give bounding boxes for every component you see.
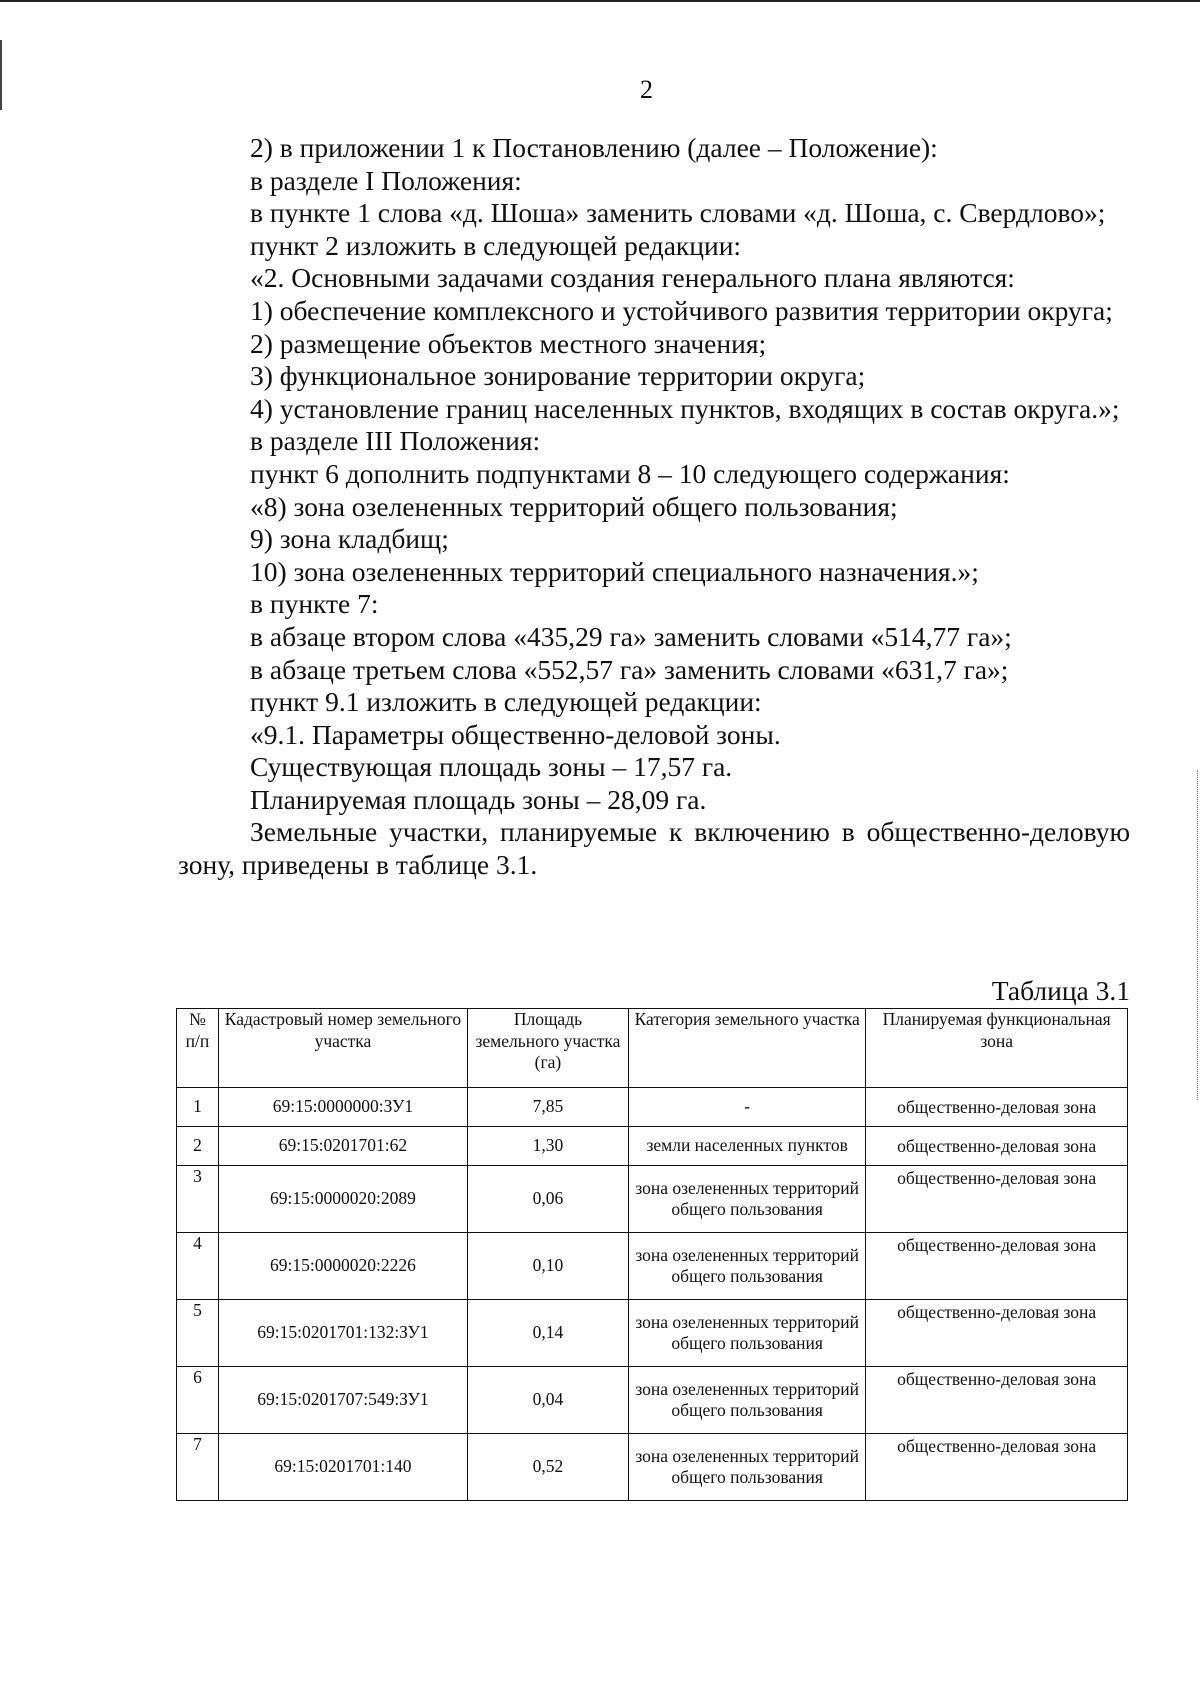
cell-category: зона озелененных территорий общего пользования [628, 1434, 865, 1501]
cell-num: 1 [177, 1088, 219, 1127]
header-cadastral: Кадастровый номер земельного участка [218, 1009, 467, 1088]
table-header-row [177, 1009, 1128, 1088]
scan-right-margin-marks [1195, 770, 1198, 1100]
paragraph: в разделе I Положения: [250, 164, 522, 196]
paragraph: в абзаце третьем слова «552,57 га» заменить словами «631,7 га»; [250, 653, 1009, 685]
paragraph: 4) установление границ населенных пунктов, входящих в состав округа.»; [250, 392, 1120, 424]
cell-category: зона озелененных территорий общего пользования [628, 1300, 865, 1367]
header-category: Категория земельного участка [628, 1009, 865, 1088]
cell-zone: общественно-деловая зона [866, 1088, 1128, 1127]
cell-area: 0,10 [467, 1233, 628, 1300]
paragraph: пункт 6 дополнить подпунктами 8 – 10 следующего содержания: [250, 457, 1010, 489]
cell-num: 5 [177, 1300, 219, 1367]
paragraph: 9) зона кладбищ; [250, 523, 449, 555]
cell-category: зона озелененных территорий общего пользования [628, 1233, 865, 1300]
table-row [177, 1166, 1128, 1233]
cell-category: - [628, 1088, 865, 1127]
paragraph: в разделе III Положения: [250, 425, 541, 457]
paragraph: «9.1. Параметры общественно-деловой зоны. [250, 718, 781, 750]
paragraph: «8) зона озелененных территорий общего пользования; [250, 490, 898, 522]
cell-area: 0,14 [467, 1300, 628, 1367]
cell-area: 0,04 [467, 1367, 628, 1434]
paragraph: «2. Основными задачами создания генерального плана являются: [250, 262, 1015, 294]
paragraph: Земельные участки, планируемые к включению в общественно-деловую зону, приведены в таблице 3.1. [178, 816, 1130, 881]
cell-num: 3 [177, 1166, 219, 1233]
cell-area: 0,52 [467, 1434, 628, 1501]
cell-zone: общественно-деловая зона [866, 1166, 1128, 1233]
cell-zone: общественно-деловая зона [866, 1367, 1128, 1434]
document-body [178, 132, 1130, 882]
cell-num: 4 [177, 1233, 219, 1300]
cell-zone: общественно-деловая зона [866, 1300, 1128, 1367]
cell-zone: общественно-деловая зона [866, 1233, 1128, 1300]
cell-area: 7,85 [467, 1088, 628, 1127]
cell-category: зона озелененных территорий общего пользования [628, 1367, 865, 1434]
paragraph: в абзаце втором слова «435,29 га» заменить словами «514,77 га»; [250, 620, 1012, 652]
table-row [177, 1300, 1128, 1367]
cell-cadastral: 69:15:0000000:ЗУ1 [218, 1088, 467, 1127]
cell-cadastral: 69:15:0201701:132:ЗУ1 [218, 1300, 467, 1367]
cell-cadastral: 69:15:0000020:2089 [218, 1166, 467, 1233]
page-number: 2 [640, 75, 653, 104]
table-caption: Таблица 3.1 [991, 975, 1130, 1006]
table-row [177, 1088, 1128, 1127]
cell-cadastral: 69:15:0000020:2226 [218, 1233, 467, 1300]
paragraph: в пункте 1 слова «д. Шоша» заменить словами «д. Шоша, с. Свердлово»; [250, 197, 1106, 229]
cell-cadastral: 69:15:0201707:549:ЗУ1 [218, 1367, 467, 1434]
paragraph: Существующая площадь зоны – 17,57 га. [250, 751, 733, 783]
paragraph: пункт 2 изложить в следующей редакции: [250, 229, 742, 261]
cell-category: земли населенных пунктов [628, 1127, 865, 1166]
paragraph: 2) в приложении 1 к Постановлению (далее – Положение): [250, 132, 938, 163]
cell-num: 2 [177, 1127, 219, 1166]
header-area: Площадь земельного участка (га) [467, 1009, 628, 1088]
paragraph: 2) размещение объектов местного значения; [250, 327, 767, 359]
table-row [177, 1434, 1128, 1501]
paragraph: в пункте 7: [250, 588, 379, 620]
cell-zone: общественно-деловая зона [866, 1434, 1128, 1501]
paragraph: 1) обеспечение комплексного и устойчивого развития территории округа; [250, 294, 1113, 326]
scan-left-edge [0, 40, 2, 110]
cell-num: 6 [177, 1367, 219, 1434]
table-row [177, 1127, 1128, 1166]
paragraph: 3) функциональное зонирование территории округа; [250, 360, 866, 392]
header-zone: Планируемая функциональная зона [866, 1009, 1128, 1088]
header-num: № п/п [177, 1009, 219, 1088]
paragraph: пункт 9.1 изложить в следующей редакции: [250, 686, 762, 718]
cell-area: 1,30 [467, 1127, 628, 1166]
cell-cadastral: 69:15:0201701:62 [218, 1127, 467, 1166]
paragraph: Планируемая площадь зоны – 28,09 га. [250, 783, 707, 815]
table-row [177, 1233, 1128, 1300]
scan-top-edge [0, 0, 1200, 2]
cell-num: 7 [177, 1434, 219, 1501]
cell-zone: общественно-деловая зона [866, 1127, 1128, 1166]
cell-category: зона озелененных территорий общего пользования [628, 1166, 865, 1233]
cell-cadastral: 69:15:0201701:140 [218, 1434, 467, 1501]
land-plots-table [176, 1008, 1128, 1501]
paragraph: 10) зона озелененных территорий специального назначения.»; [250, 555, 979, 587]
table-row [177, 1367, 1128, 1434]
cell-area: 0,06 [467, 1166, 628, 1233]
